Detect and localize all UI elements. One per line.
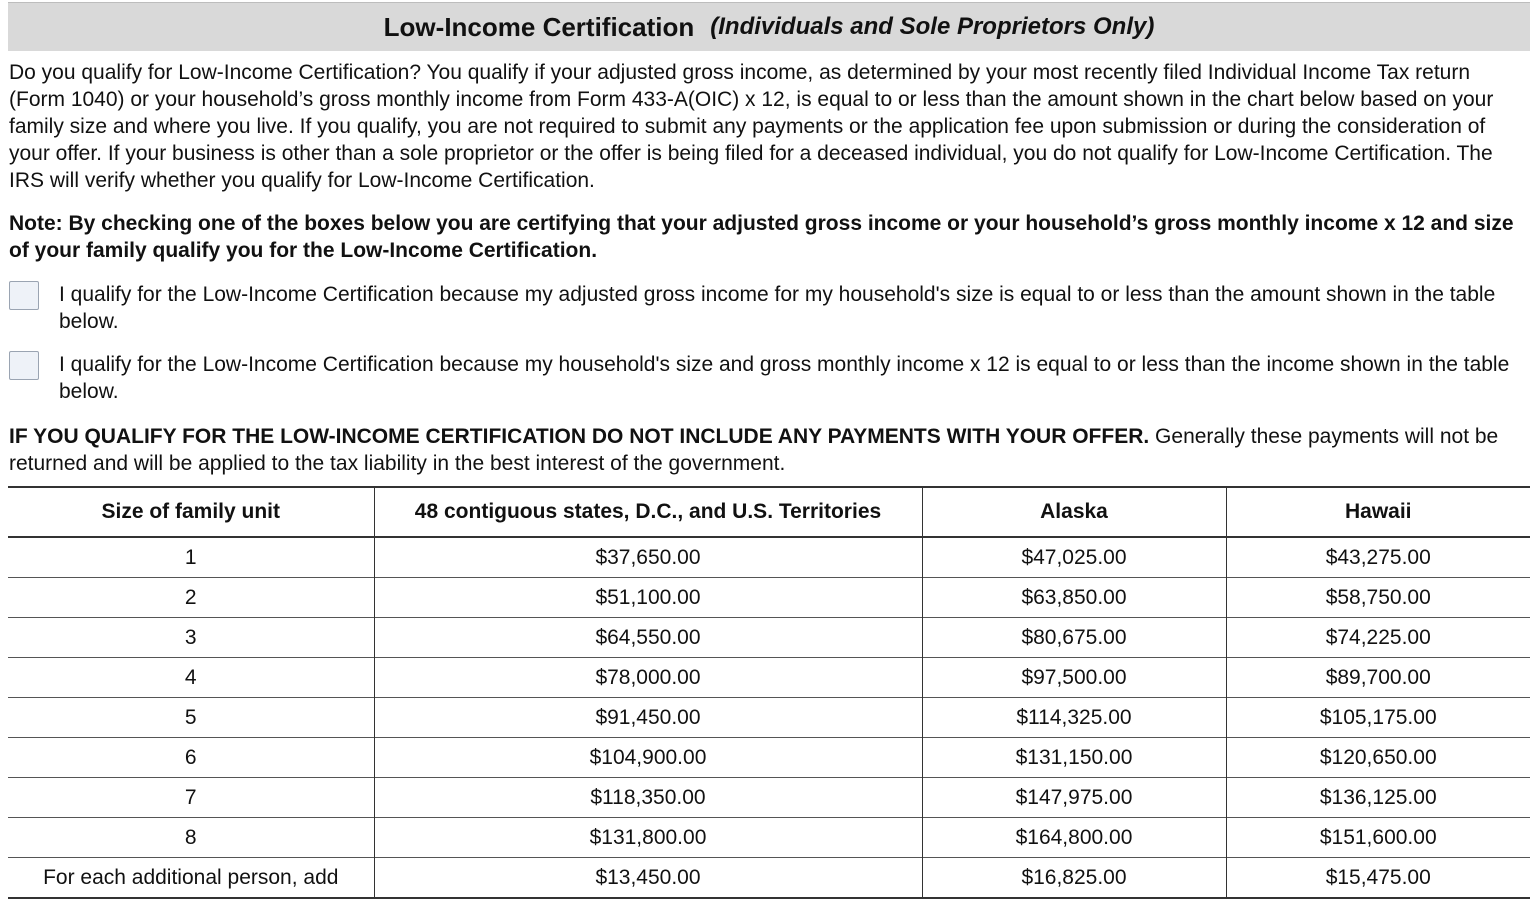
intro-paragraph: Do you qualify for Low-Income Certification? You qualify if your adjusted gross income, as determined by your most recently filed Individual Income Tax return (Form 1040) or your household’s gross monthly income from Form 433-A(OIC) x 12, is equal to or less than the amount shown in the chart below based on your family size and where you live. If you qualify, you are not required to submit any payments or the application fee upon submission or during the consideration of your offer. If your business is other than a sole proprietor or the offer is being filed for a deceased individual, you do not qualify for Low-Income Certification. The IRS will verify whether you qualify for Low-Income Certification. [9,61,1494,192]
cell-contiguous-states: $13,450.00 [374,858,922,899]
cell-hawaii: $105,175.00 [1226,698,1530,738]
header-contiguous-states: 48 contiguous states, D.C., and U.S. Territories [374,487,922,537]
cell-alaska: $164,800.00 [922,818,1226,858]
cell-hawaii: $74,225.00 [1226,618,1530,658]
table-row-additional-person [8,858,1530,899]
table-header-row [8,487,1530,537]
cell-family-size: 1 [184,545,197,569]
cell-contiguous-states: $78,000.00 [374,658,922,698]
cell-alaska: $147,975.00 [922,778,1226,818]
section-title-bar [8,2,1530,51]
cell-family-size: 6 [8,738,374,778]
cell-family-size: 2 [8,578,374,618]
header-alaska: Alaska [922,487,1226,537]
cell-hawaii: $89,700.00 [1226,658,1530,698]
cell-alaska: $131,150.00 [922,738,1226,778]
cell-hawaii: $120,650.00 [1226,738,1530,778]
cell-alaska: $16,825.00 [922,858,1226,899]
cell-alaska: $47,025.00 [922,537,1226,578]
checkbox-gross-monthly-income[interactable] [9,351,39,380]
income-table [8,486,1530,899]
cell-contiguous-states: $104,900.00 [374,738,922,778]
table-row [8,537,1530,578]
cell-hawaii: $43,275.00 [1226,537,1530,578]
cell-contiguous-states: $91,450.00 [374,698,922,738]
cell-family-size: 5 [8,698,374,738]
cell-family-size: 7 [8,778,374,818]
table-row [8,818,1530,858]
section-title: Low-Income Certification [383,11,695,42]
cell-alaska: $63,850.00 [922,578,1226,618]
table-row [8,578,1530,618]
cell-alaska: $114,325.00 [922,698,1226,738]
cell-alaska: $97,500.00 [922,658,1226,698]
option-label: I qualify for the Low-Income Certification because my adjusted gross income for my household's size is equal to or less than the amount shown in the table below. [59,283,1496,333]
cell-hawaii: $15,475.00 [1226,858,1530,899]
warning-bold: IF YOU QUALIFY FOR THE LOW-INCOME CERTIFICATION DO NOT INCLUDE ANY PAYMENTS WITH YOUR OFFER. [9,425,1150,448]
table-row [8,658,1530,698]
cell-alaska: $80,675.00 [922,618,1226,658]
cell-family-size: 4 [8,658,374,698]
section-subtitle: (Individuals and Sole Proprietors Only) [710,13,1155,40]
cell-hawaii: $136,125.00 [1226,778,1530,818]
header-family-size: Size of family unit [8,487,374,537]
table-row [8,738,1530,778]
cell-contiguous-states: $118,350.00 [374,778,922,818]
checkbox-adjusted-gross-income[interactable] [9,281,39,310]
cell-family-size: 8 [8,818,374,858]
cell-contiguous-states: $51,100.00 [374,578,922,618]
cell-hawaii: $58,750.00 [1226,578,1530,618]
option-label: I qualify for the Low-Income Certification because my household's size and gross monthly income x 12 is equal to or less than the income shown in the table below. [59,353,1510,403]
warning-paragraph [9,423,1529,477]
table-row [8,698,1530,738]
cell-family-size: For each additional person, add [8,858,374,899]
cell-hawaii: $151,600.00 [1226,818,1530,858]
header-hawaii: Hawaii [1226,487,1530,537]
table-row [8,618,1530,658]
note-paragraph: Note: By checking one of the boxes below you are certifying that your adjusted gross income or your household’s gross monthly income x 12 and size of your family qualify you for the Low-Income Certification. [9,212,1514,262]
cell-contiguous-states: $131,800.00 [374,818,922,858]
cell-contiguous-states: $64,550.00 [374,618,922,658]
table-row [8,778,1530,818]
cell-family-size: 3 [8,618,374,658]
warning-text: Generally these payments will not be returned and will be applied to the tax liability in the best interest of the government. [9,425,1499,475]
cell-contiguous-states: $37,650.00 [374,537,922,578]
